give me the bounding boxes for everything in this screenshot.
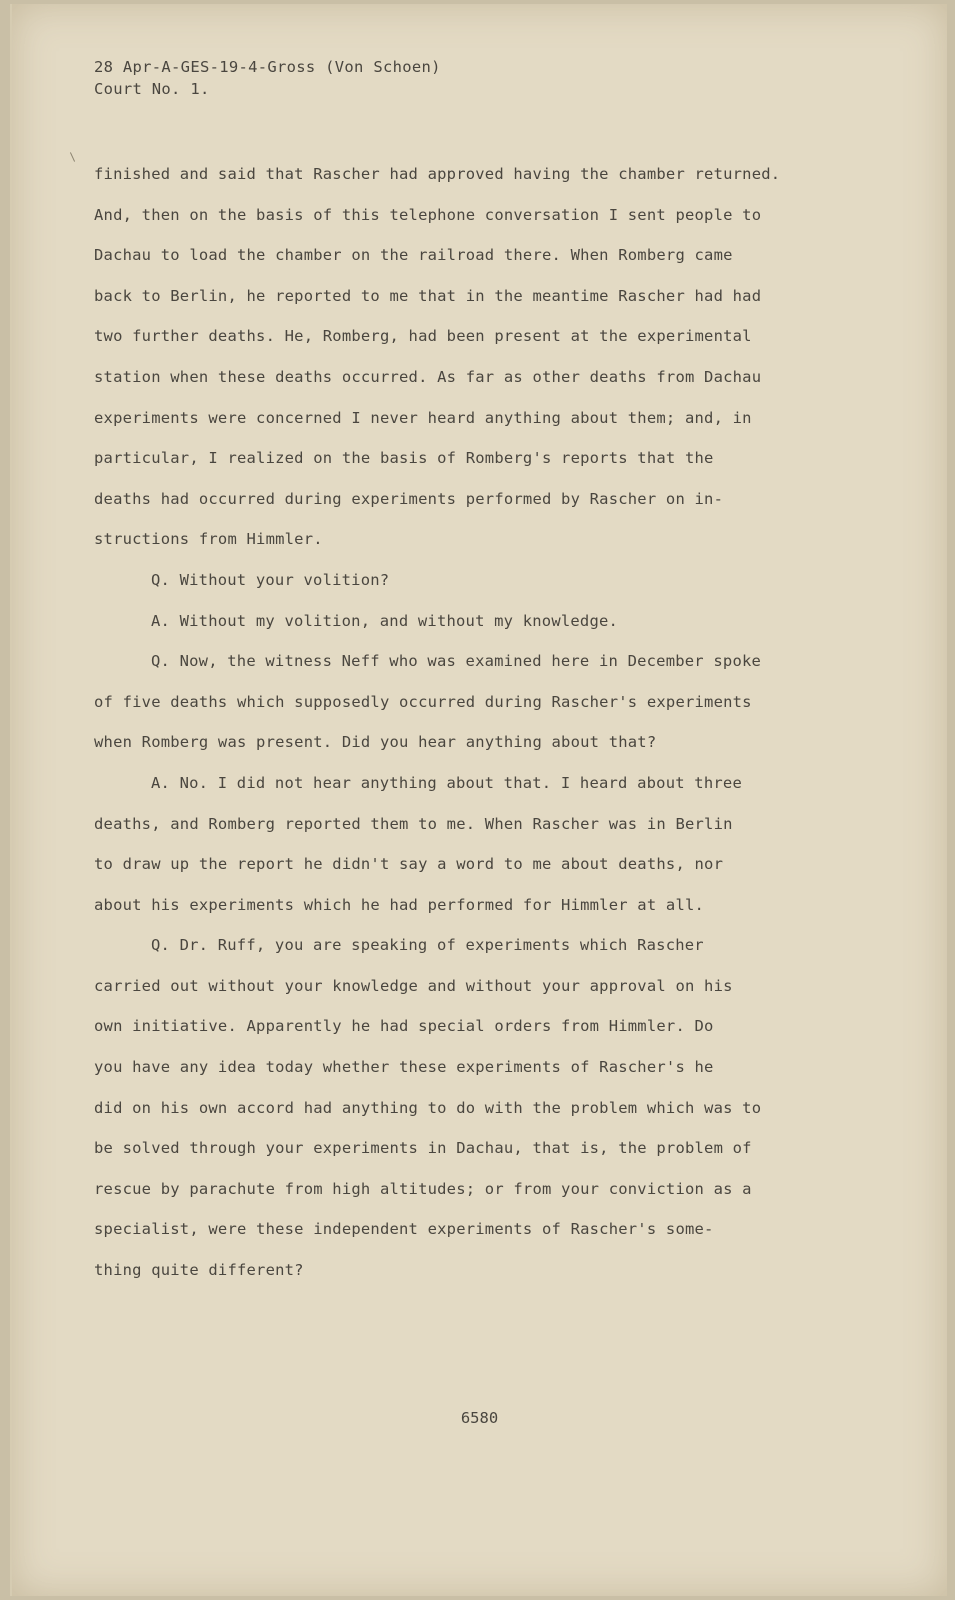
text-line: own initiative. Apparently he had special orders from Himmler. Do (94, 1017, 714, 1036)
answer-line: A. Without my volition, and without my knowledge. (151, 611, 619, 630)
page-number: 6580 (460, 1409, 499, 1427)
question-line: Q. Without your volition? (151, 570, 390, 589)
text-line: And, then on the basis of this telephone conversation I sent people to (94, 205, 762, 224)
transcript-body (94, 154, 834, 1291)
text-line: back to Berlin, he reported to me that in the meantime Rascher had had (94, 286, 762, 305)
document-page (10, 4, 947, 1596)
text-line: Dachau to load the chamber on the railroad there. When Romberg came (94, 246, 733, 265)
text-line: did on his own accord had anything to do with the problem which was to (94, 1098, 762, 1117)
text-line: experiments were concerned I never heard anything about them; and, in (94, 408, 752, 427)
text-line: station when these deaths occurred. As far as other deaths from Dachau (94, 367, 762, 386)
question-line: Q. Now, the witness Neff who was examined here in December spoke (151, 652, 762, 671)
text-line: deaths, and Romberg reported them to me. When Rascher was in Berlin (94, 814, 733, 833)
answer-line: A. No. I did not hear anything about that. I heard about three (151, 773, 742, 792)
text-line: thing quite different? (94, 1261, 304, 1280)
document-header (94, 56, 441, 100)
stray-mark (70, 152, 75, 161)
text-line: be solved through your experiments in Dachau, that is, the problem of (94, 1139, 752, 1158)
text-line: particular, I realized on the basis of Romberg's reports that the (94, 449, 714, 468)
text-line: of five deaths which supposedly occurred during Rascher's experiments (94, 692, 752, 711)
text-line: when Romberg was present. Did you hear anything about that? (94, 733, 657, 752)
question-line: Q. Dr. Ruff, you are speaking of experiments which Rascher (151, 936, 704, 955)
text-line: rescue by parachute from high altitudes; or from your conviction as a (94, 1179, 752, 1198)
text-line: about his experiments which he had performed for Himmler at all. (94, 895, 705, 914)
text-line: deaths had occurred during experiments performed by Rascher on in- (94, 489, 724, 508)
text-line: you have any idea today whether these experiments of Rascher's he (94, 1058, 714, 1077)
text-line: two further deaths. He, Romberg, had been present at the experimental (94, 327, 752, 346)
header-reference: 28 Apr-A-GES-19-4-Gross (Von Schoen) (94, 58, 441, 76)
text-line: specialist, were these independent experiments of Rascher's some- (94, 1220, 714, 1239)
text-line: finished and said that Rascher had approved having the chamber returned. (94, 165, 781, 183)
text-line: structions from Himmler. (94, 530, 323, 549)
text-line: to draw up the report he didn't say a word to me about deaths, nor (94, 855, 724, 874)
text-line: carried out without your knowledge and without your approval on his (94, 976, 733, 995)
header-court: Court No. 1. (94, 80, 210, 98)
